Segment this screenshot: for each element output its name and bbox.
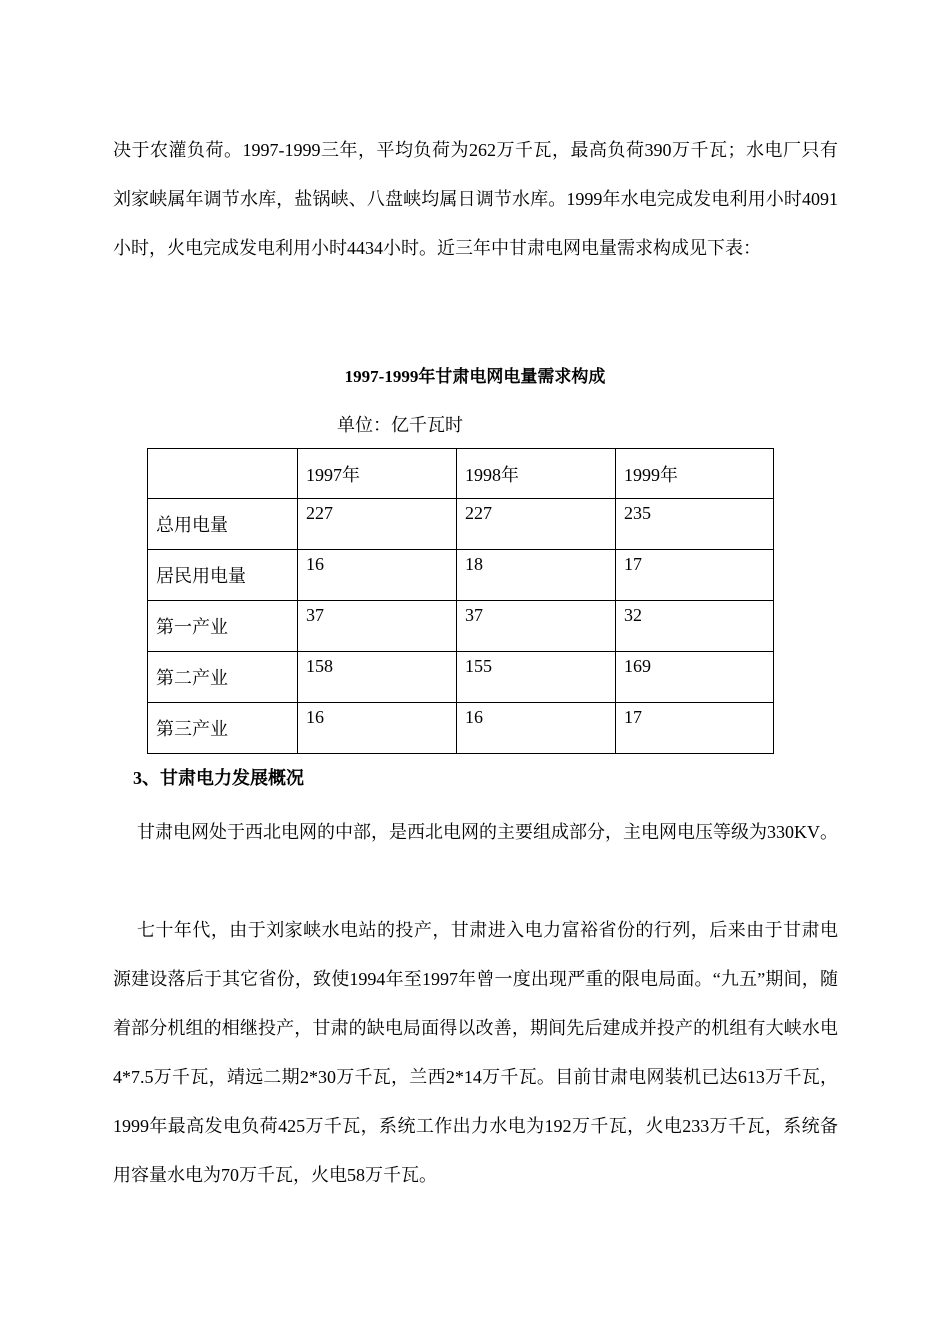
table-cell: 169 bbox=[616, 652, 774, 703]
table-cell: 37 bbox=[457, 601, 616, 652]
overview-paragraph: 甘肃电网处于西北电网的中部，是西北电网的主要组成部分，主电网电压等级为330KV。 bbox=[137, 822, 838, 842]
table-cell: 16 bbox=[298, 550, 457, 601]
history-paragraph: 七十年代，由于刘家峡水电站的投产，甘肃进入电力富裕省份的行列，后来由于甘肃电源建设落后于其它省份，致使1994年至1997年曾一度出现严重的限电局面。“九五”期间，随着部分机组的相继投产，甘肃的缺电局面得以改善，期间先后建成并投产的机组有大峡水电4*7.5万千瓦，靖远二期2*30万千瓦，兰西2*14万千瓦。目前甘肃电网装机已达613万千瓦，1999年最高发电负荷425万千瓦，系统工作出力水电为192万千瓦，火电233万千瓦，系统备用容量水电为70万千瓦，火电58万千瓦。 bbox=[113, 920, 838, 1185]
electricity-demand-table bbox=[147, 448, 774, 754]
table-cell: 235 bbox=[616, 499, 774, 550]
row-label: 总用电量 bbox=[148, 499, 298, 550]
table-row bbox=[148, 550, 774, 601]
table-cell: 227 bbox=[457, 499, 616, 550]
table-cell: 18 bbox=[457, 550, 616, 601]
table-title: 1997-1999年甘肃电网电量需求构成 bbox=[344, 367, 606, 386]
table-row bbox=[148, 499, 774, 550]
row-label: 居民用电量 bbox=[148, 550, 298, 601]
table-cell: 17 bbox=[616, 703, 774, 754]
header-cell-empty bbox=[148, 449, 298, 499]
table-header-row bbox=[148, 449, 774, 499]
table-row bbox=[148, 601, 774, 652]
header-cell-1997: 1997年 bbox=[298, 449, 457, 499]
header-cell-1998: 1998年 bbox=[457, 449, 616, 499]
table-cell: 16 bbox=[298, 703, 457, 754]
row-label: 第一产业 bbox=[148, 601, 298, 652]
intro-paragraph: 决于农灌负荷。1997-1999三年，平均负荷为262万千瓦，最高负荷390万千瓦；水电厂只有刘家峡属年调节水库，盐锅峡、八盘峡均属日调节水库。1999年水电完成发电利用小时4091小时，火电完成发电利用小时4434小时。近三年中甘肃电网电量需求构成见下表： bbox=[113, 140, 838, 258]
table-cell: 158 bbox=[298, 652, 457, 703]
table-cell: 16 bbox=[457, 703, 616, 754]
table-cell: 37 bbox=[298, 601, 457, 652]
table-row bbox=[148, 703, 774, 754]
table-cell: 17 bbox=[616, 550, 774, 601]
header-cell-1999: 1999年 bbox=[616, 449, 774, 499]
table-cell: 227 bbox=[298, 499, 457, 550]
table-unit-label: 单位：亿千瓦时 bbox=[337, 415, 463, 435]
row-label: 第三产业 bbox=[148, 703, 298, 754]
table-cell: 32 bbox=[616, 601, 774, 652]
section-heading: 3、甘肃电力发展概况 bbox=[133, 768, 304, 788]
row-label: 第二产业 bbox=[148, 652, 298, 703]
table-cell: 155 bbox=[457, 652, 616, 703]
table-row bbox=[148, 652, 774, 703]
